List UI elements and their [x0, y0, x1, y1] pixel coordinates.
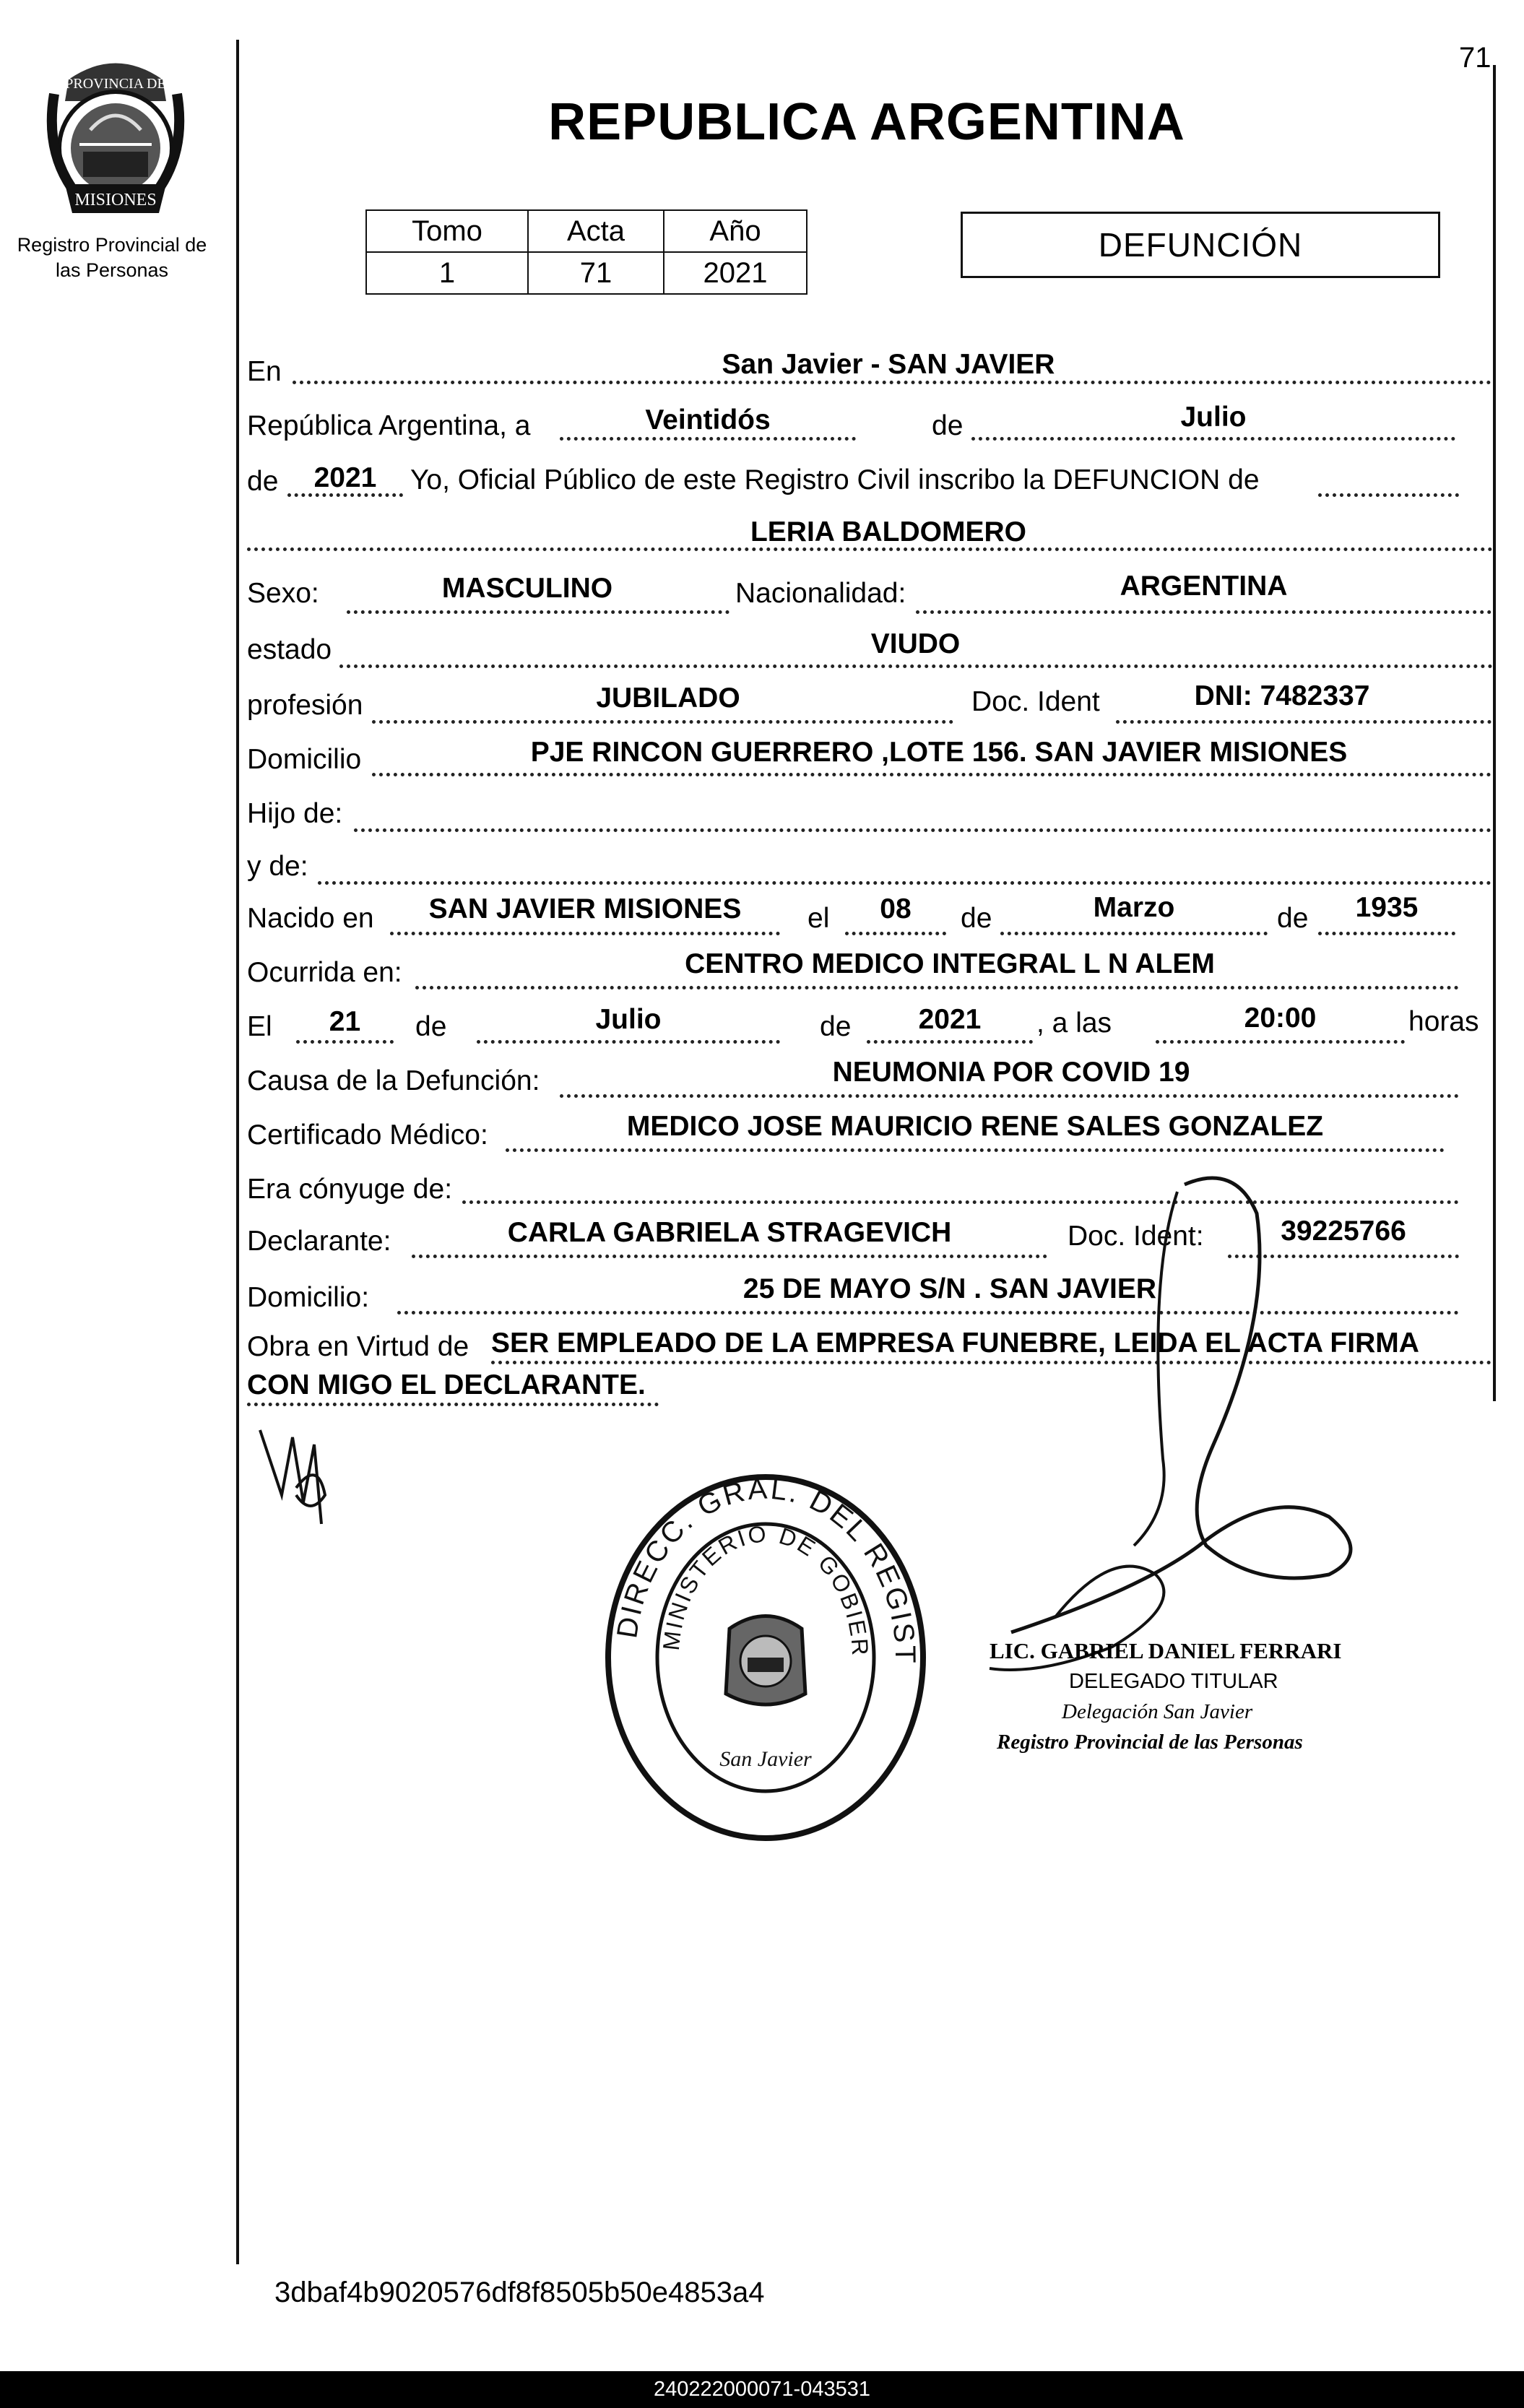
ocurrida-value: CENTRO MEDICO INTEGRAL L N ALEM — [685, 948, 1215, 979]
decl-dom-value: 25 DE MAYO S/N . SAN JAVIER — [742, 1273, 1157, 1304]
year-value: 2021 — [313, 462, 377, 493]
def-mes-value: Julio — [595, 1004, 662, 1035]
def-dia-value: 21 — [329, 1006, 361, 1037]
place-value: San Javier - SAN JAVIER — [722, 349, 1055, 380]
day-words-value: Veintidós — [645, 404, 771, 436]
official-signature — [968, 1170, 1387, 1690]
nacido-mes-dots — [1000, 932, 1268, 935]
obra-label: Obra en Virtud de — [247, 1331, 469, 1362]
delegate-office: Delegación San Javier — [1062, 1700, 1253, 1723]
acta-header-acta: Acta — [528, 210, 664, 252]
horas-label: horas — [1408, 1006, 1479, 1037]
nacionalidad-label: Nacionalidad: — [735, 578, 906, 609]
def-dia-dots — [296, 1040, 394, 1044]
causa-label: Causa de la Defunción: — [247, 1065, 540, 1096]
oficial-text: Yo, Oficial Público de este Registro Civil inscribo la DEFUNCION de — [410, 464, 1260, 495]
seal-inner-text: MINISTERIO DE GOBIER — [657, 1520, 874, 1658]
conyuge-label: Era cónyuge de: — [247, 1174, 453, 1205]
declarante-dots — [412, 1255, 1047, 1258]
acta-header-tomo: Tomo — [366, 210, 528, 252]
estado-dots — [339, 664, 1493, 668]
decl-doc-label: Doc. Ident: — [1068, 1221, 1204, 1252]
causa-dots — [560, 1094, 1459, 1098]
nacido-anio-dots — [1318, 932, 1455, 935]
de-label-4: de — [1277, 903, 1309, 934]
doc-ident-dots — [1116, 720, 1491, 724]
svg-text:PROVINCIA DE: PROVINCIA DE — [65, 76, 166, 92]
de-label-6: de — [820, 1011, 852, 1042]
page-number: 71 — [1459, 42, 1491, 74]
def-anio-value: 2021 — [918, 1004, 982, 1035]
ocurrida-label: Ocurrida en: — [247, 957, 402, 988]
def-anio-dots — [867, 1040, 1033, 1044]
certificado-dots — [506, 1148, 1445, 1152]
de-label-2: de — [247, 466, 279, 497]
misiones-emblem-icon — [40, 51, 191, 217]
doc-ident-value: DNI: 7482337 — [1194, 680, 1370, 711]
decl-dom-label: Domicilio: — [247, 1282, 370, 1313]
def-hora-dots — [1156, 1040, 1405, 1044]
estado-label: estado — [247, 634, 332, 665]
acta-value-anio: 2021 — [664, 252, 807, 294]
de-label-5: de — [415, 1011, 447, 1042]
registry-label — [7, 233, 217, 283]
left-margin-line — [236, 40, 239, 2264]
svg-text:MISIONES: MISIONES — [74, 191, 157, 209]
oficial-dots — [1318, 493, 1459, 497]
domicilio-dots — [372, 773, 1491, 776]
obra-text-line1: SER EMPLEADO DE LA EMPRESA FUNEBRE, LEIDA EL ACTA FIRMA — [491, 1328, 1419, 1359]
obra-dots-2 — [247, 1403, 659, 1406]
acta-table — [365, 209, 808, 295]
declarant-signature — [253, 1416, 347, 1538]
record-type-box: DEFUNCIÓN — [961, 212, 1440, 278]
ocurrida-dots — [415, 986, 1459, 989]
nacido-dia-value: 08 — [880, 893, 912, 924]
document-hash: 3dbaf4b9020576df8f8505b50e4853a4 — [274, 2277, 765, 2308]
delegate-stamp — [990, 1636, 1342, 1757]
profesion-value: JUBILADO — [596, 683, 740, 714]
seal-bottom-text: San Javier — [719, 1747, 812, 1771]
de-label-1: de — [932, 410, 964, 441]
yde-label: y de: — [247, 851, 308, 882]
nacido-lugar-dots — [390, 932, 780, 935]
profesion-dots — [372, 720, 953, 724]
alas-label: , a las — [1036, 1008, 1112, 1039]
registry-label-line1: Registro Provincial de — [17, 234, 207, 256]
el-label: el — [808, 903, 830, 934]
hijo-dots — [354, 828, 1491, 832]
doc-ident-label: Doc. Ident — [971, 686, 1100, 717]
nacido-mes-value: Marzo — [1093, 892, 1175, 923]
declarante-value: CARLA GABRIELA STRAGEVICH — [507, 1217, 952, 1248]
causa-value: NEUMONIA POR COVID 19 — [832, 1057, 1190, 1088]
def-hora-value: 20:00 — [1244, 1002, 1317, 1034]
hijo-label: Hijo de: — [247, 798, 343, 829]
month-value: Julio — [1180, 402, 1247, 433]
certificado-label: Certificado Médico: — [247, 1119, 488, 1151]
day-dots — [560, 437, 856, 441]
delegate-registry: Registro Provincial de las Personas — [997, 1731, 1303, 1754]
sexo-dots — [347, 610, 729, 614]
month-dots — [971, 437, 1455, 441]
en-label: En — [247, 356, 282, 387]
page-title: REPUBLICA ARGENTINA — [548, 93, 1185, 151]
nacido-anio-value: 1935 — [1355, 892, 1419, 923]
deceased-name-value: LERIA BALDOMERO — [750, 516, 1027, 547]
en-dots — [293, 381, 1491, 384]
decl-doc-value: 39225766 — [1281, 1216, 1406, 1247]
def-mes-dots — [477, 1040, 780, 1044]
certificado-value: MEDICO JOSE MAURICIO RENE SALES GONZALEZ — [626, 1111, 1324, 1142]
seal-outer-text: DIRECC. GRAL. DEL REGIST — [611, 1473, 922, 1666]
declarante-label: Declarante: — [247, 1226, 391, 1257]
nacido-lugar-value: SAN JAVIER MISIONES — [428, 893, 742, 924]
republica-label: República Argentina, a — [247, 410, 531, 441]
profesion-label: profesión — [247, 690, 363, 721]
delegate-name: LIC. GABRIEL DANIEL FERRARI — [990, 1638, 1342, 1663]
registry-label-line2: las Personas — [55, 259, 169, 281]
de-label-3: de — [961, 903, 992, 934]
nacido-dia-dots — [845, 932, 946, 935]
acta-value-tomo: 1 — [366, 252, 528, 294]
yde-dots — [318, 881, 1491, 885]
nacionalidad-value: ARGENTINA — [1120, 571, 1288, 602]
acta-value-acta: 71 — [528, 252, 664, 294]
official-seal — [599, 1470, 932, 1845]
sexo-label: Sexo: — [247, 578, 319, 609]
delegate-title: DELEGADO TITULAR — [1069, 1670, 1278, 1693]
acta-header-anio: Año — [664, 210, 807, 252]
domicilio-value: PJE RINCON GUERRERO ,LOTE 156. SAN JAVIER MISIONES — [530, 737, 1348, 768]
estado-value: VIUDO — [870, 628, 961, 659]
domicilio-label: Domicilio — [247, 744, 362, 775]
sexo-value: MASCULINO — [441, 573, 613, 604]
obra-text-line2: CON MIGO EL DECLARANTE. — [247, 1369, 646, 1400]
el-label-2: El — [247, 1011, 272, 1042]
nacionalidad-dots — [916, 610, 1491, 614]
right-margin-line — [1493, 65, 1496, 1401]
nacido-label: Nacido en — [247, 903, 374, 934]
footer-code-bar: 240222000071-043531 — [0, 2371, 1524, 2408]
